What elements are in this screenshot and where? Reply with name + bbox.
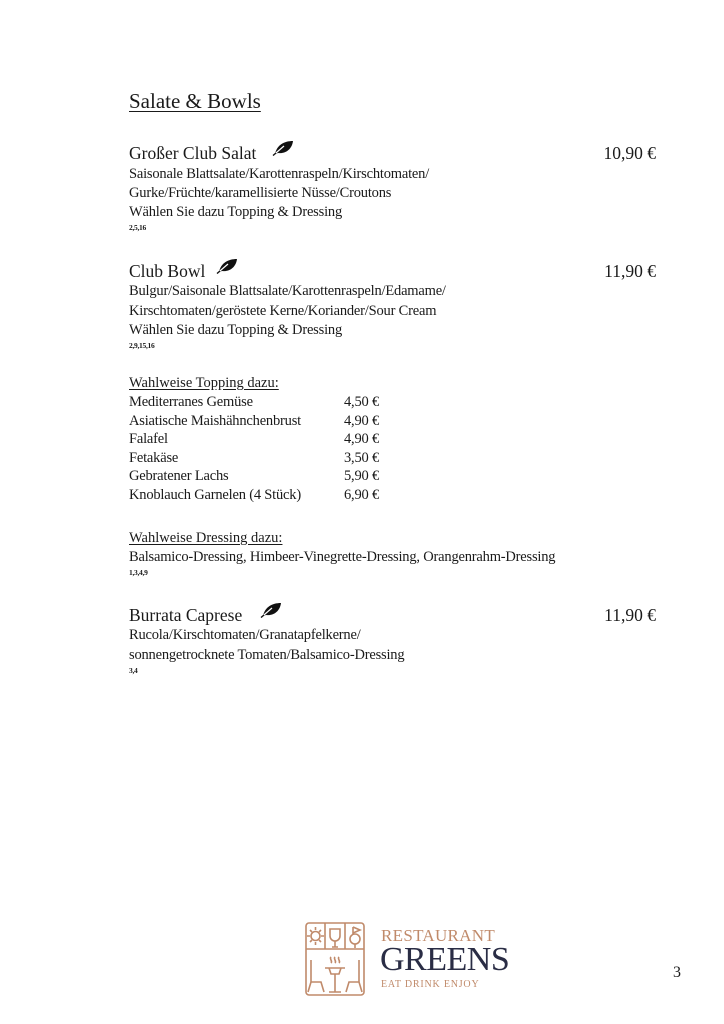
toppings-heading: Wahlweise Topping dazu:	[129, 375, 279, 391]
menu-item-price: 11,90 €	[604, 261, 656, 281]
allergen-codes: 2,5,16	[129, 223, 146, 232]
menu-item-description: sonnengetrocknete Tomaten/Balsamico-Dressing	[129, 647, 405, 663]
topping-name: Asiatische Maishähnchenbrust	[129, 413, 301, 429]
leaf-icon	[272, 140, 294, 156]
topping-price: 4,90 €	[344, 413, 380, 429]
allergen-codes: 2,9,15,16	[129, 341, 155, 350]
leaf-icon	[216, 258, 238, 274]
menu-item-description: Wählen Sie dazu Topping & Dressing	[129, 204, 343, 220]
menu-item-name: Club Bowl	[129, 261, 206, 281]
topping-name: Gebratener Lachs	[129, 468, 229, 484]
menu-item-description: Wählen Sie dazu Topping & Dressing	[129, 322, 343, 338]
dressings-text: Balsamico-Dressing, Himbeer-Vinegrette-Dressing, Orangenrahm-Dressing	[129, 549, 556, 565]
menu-item-name: Burrata Caprese	[129, 605, 243, 625]
leaf-icon	[260, 602, 282, 618]
allergen-codes: 3,4	[129, 666, 138, 675]
menu-item-name: Großer Club Salat	[129, 143, 257, 163]
topping-name: Knoblauch Garnelen (4 Stück)	[129, 487, 301, 503]
page-number: 3	[673, 964, 681, 981]
logo-tagline: EAT DRINK ENJOY	[381, 979, 480, 990]
allergen-codes: 1,3,4,9	[129, 568, 148, 577]
topping-price: 4,50 €	[344, 394, 380, 410]
restaurant-logo-icon	[305, 922, 365, 996]
menu-item-price: 10,90 €	[603, 143, 656, 163]
topping-price: 4,90 €	[344, 431, 380, 447]
menu-item-description: Saisonale Blattsalate/Karottenraspeln/Kirschtomaten/	[129, 166, 430, 182]
topping-price: 6,90 €	[344, 487, 380, 503]
dressings-heading: Wahlweise Dressing dazu:	[129, 530, 283, 546]
topping-name: Mediterranes Gemüse	[129, 394, 253, 410]
menu-item-description: Kirschtomaten/geröstete Kerne/Koriander/Sour Cream	[129, 303, 437, 319]
menu-item-price: 11,90 €	[604, 605, 656, 625]
topping-name: Falafel	[129, 431, 168, 447]
topping-name: Fetakäse	[129, 450, 179, 466]
menu-item-description: Gurke/Früchte/karamellisierte Nüsse/Croutons	[129, 185, 392, 201]
topping-price: 5,90 €	[344, 468, 380, 484]
section-title: Salate & Bowls	[129, 89, 261, 113]
topping-price: 3,50 €	[344, 450, 380, 466]
logo-greens-text: GREENS	[380, 941, 510, 978]
menu-item-description: Bulgur/Saisonale Blattsalate/Karottenraspeln/Edamame/	[129, 283, 446, 299]
menu-item-description: Rucola/Kirschtomaten/Granatapfelkerne/	[129, 627, 361, 643]
logo-restaurant-text: RESTAURANT	[381, 926, 496, 945]
